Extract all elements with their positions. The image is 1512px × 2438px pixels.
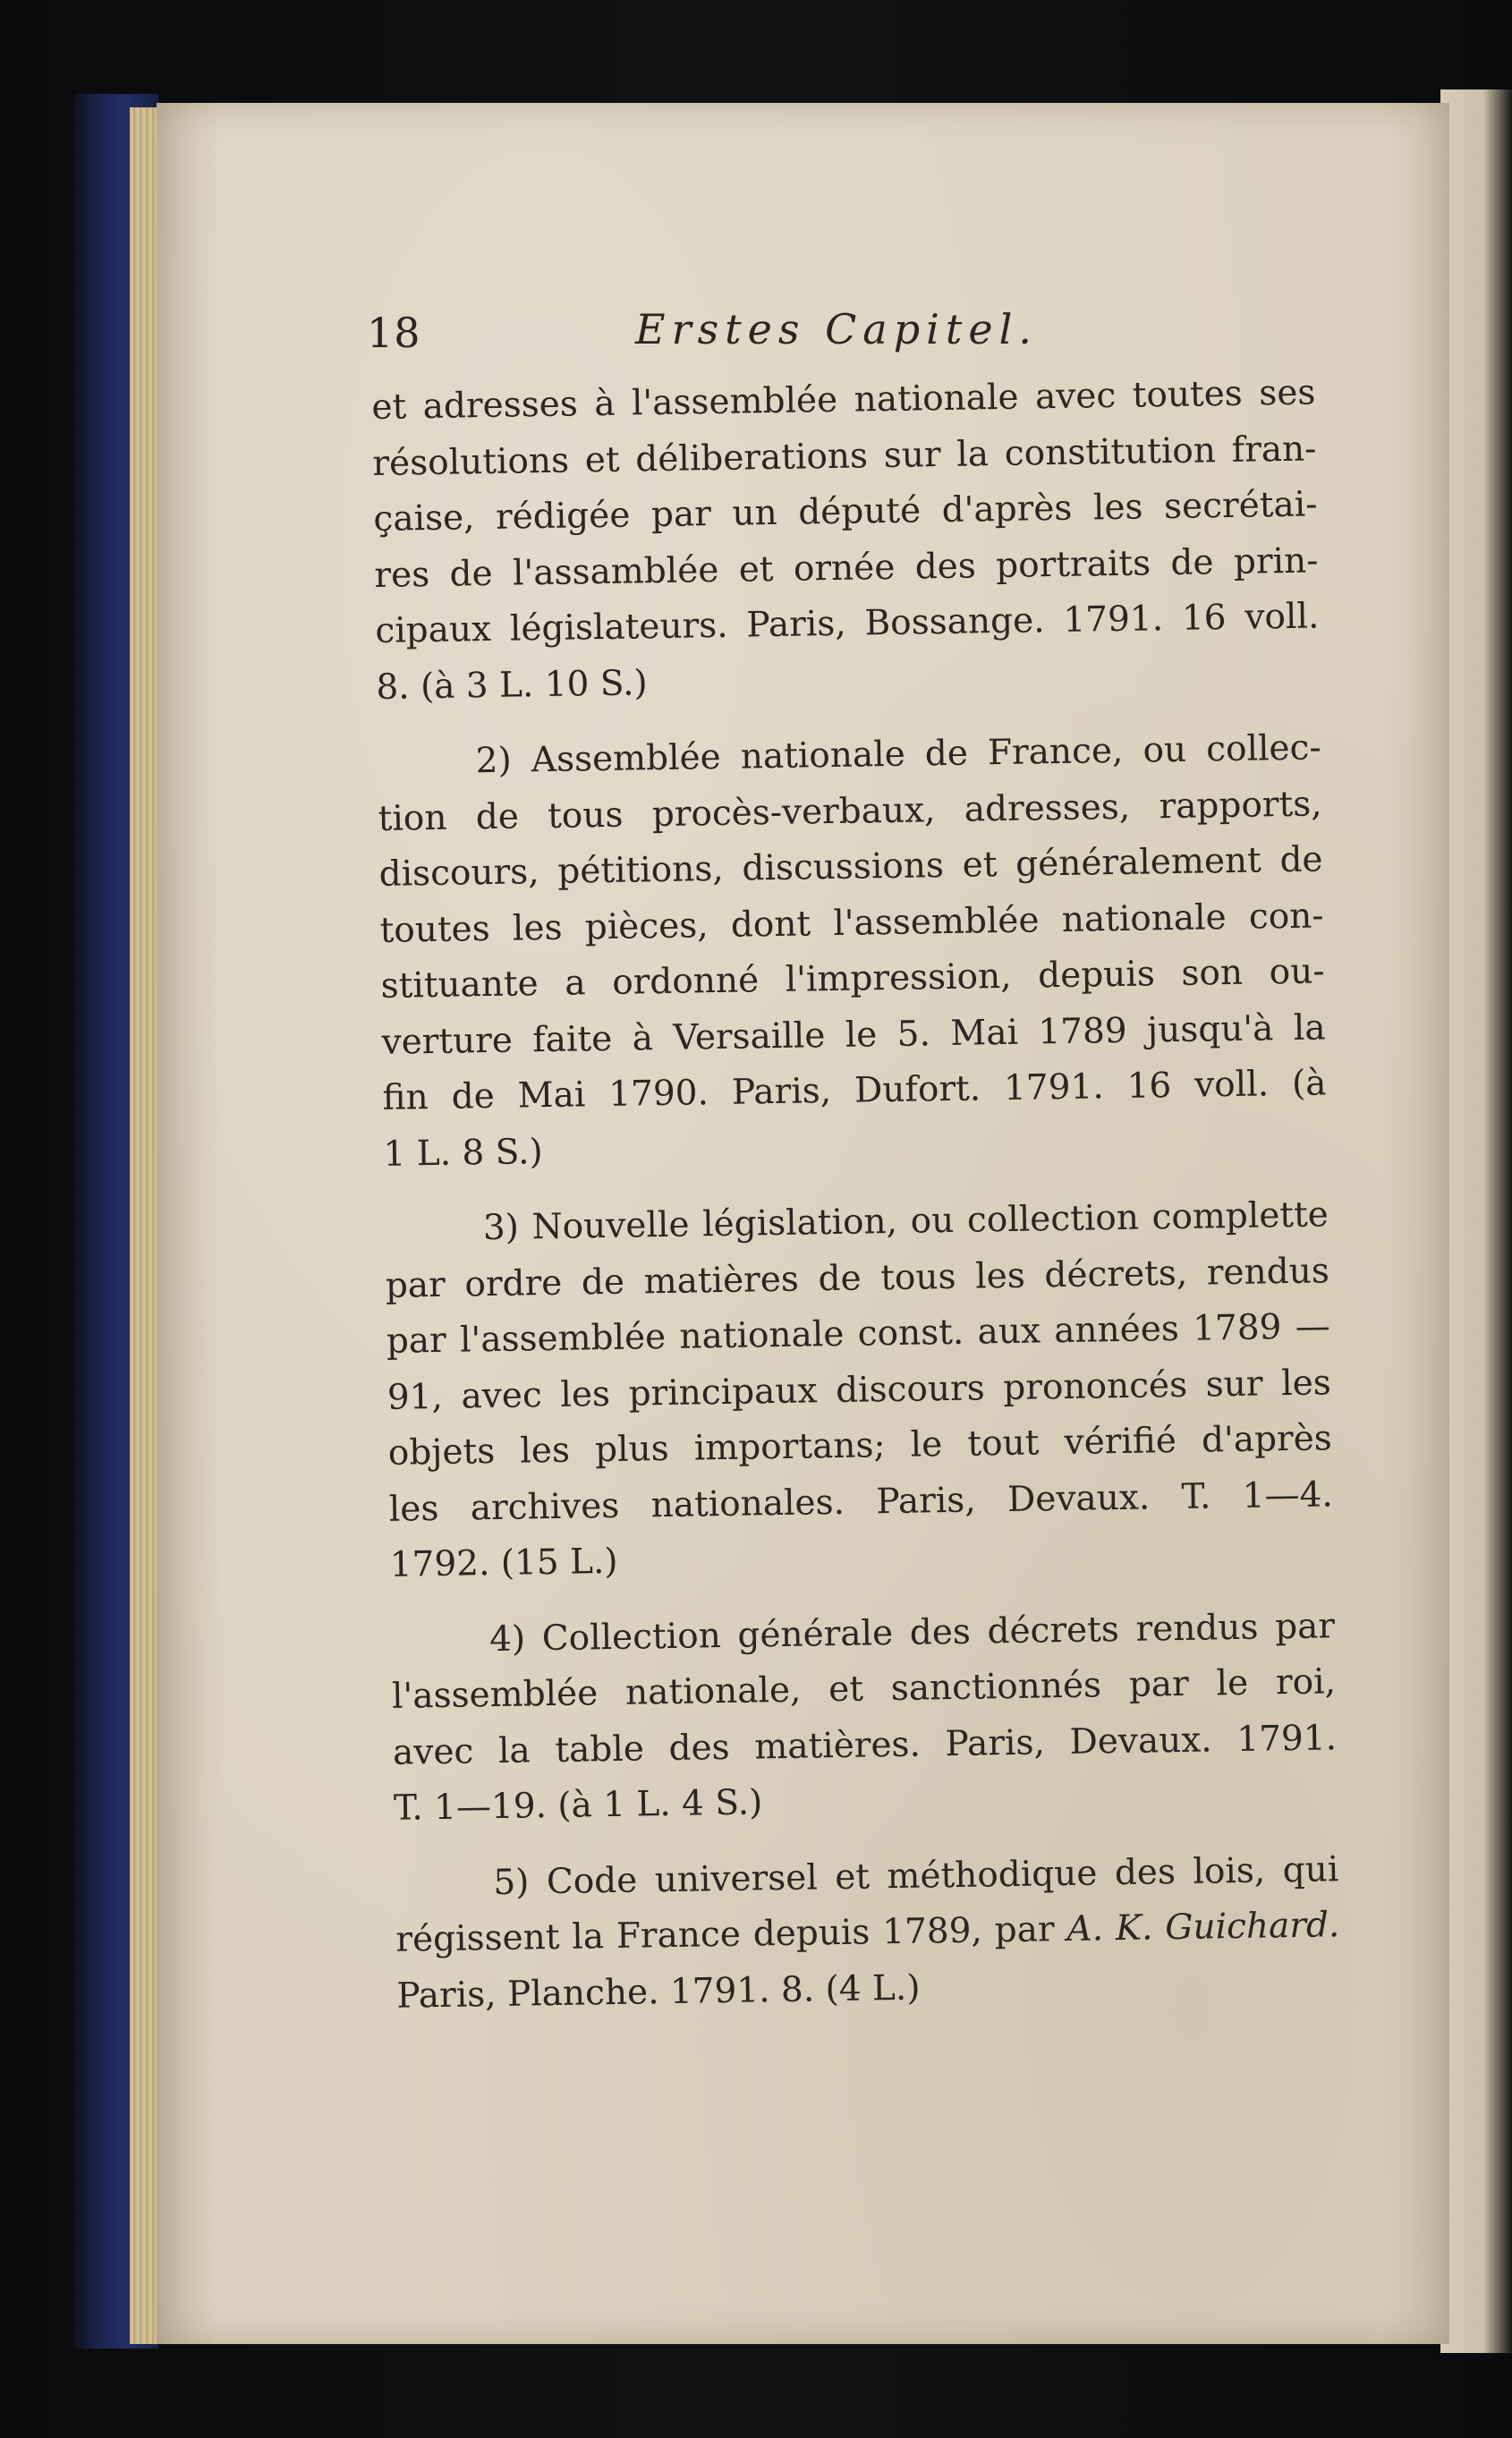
text-line: Paris, Planche. 1791. 8. (4 L.) (396, 1967, 921, 2017)
page-number: 18 (367, 309, 421, 357)
text-line: 1792. (15 L.) (389, 1541, 618, 1585)
text-line: et adresses à l'assemblée nationale avec toutes ses (371, 372, 1316, 428)
text-line: par l'assemblée nationale const. aux années 1789 — (386, 1306, 1331, 1362)
text-line: 91, avec les principaux discours prononcés sur les (386, 1362, 1332, 1418)
text-line: çaise, rédigée par un député d'après les secrétai- (373, 484, 1318, 539)
text-line: par ordre de matières de tous les décrets, rendus (385, 1250, 1330, 1306)
text-line: toutes les pièces, dont l'assemblée nationale con- (379, 895, 1324, 951)
text-line: l'assemblée nationale, et sanctionnés par le roi, (391, 1661, 1337, 1717)
text-line: les archives nationales. Paris, Devaux. T. 1—4. (388, 1474, 1334, 1530)
text-line: 5) Code universel et méthodique des lois, qui (493, 1848, 1339, 1903)
text-line: avec la table des matières. Paris, Devaux. 1791. (392, 1717, 1338, 1773)
page-header (367, 305, 1315, 371)
text-line: 2) Assemblée nationale de France, ou collec- (475, 727, 1321, 782)
text-line: objets les plus importans; le tout vérifié d'après (387, 1418, 1333, 1474)
text-line: verture faite à Versaille le 5. Mai 1789 jusqu'à la (381, 1007, 1326, 1063)
text-line: tion de tous procès-verbaux, adresses, rapports, (378, 783, 1322, 839)
text-line: fin de Mai 1790. Paris, Dufort. 1791. 16 voll. (à (382, 1063, 1327, 1118)
text-line: res de l'assamblée et ornée des portraits de prin- (374, 539, 1319, 596)
text-line: 3) Nouvelle législation, ou collection complette (482, 1194, 1329, 1249)
text-line: 4) Collection générale des décrets rendus par (488, 1605, 1336, 1660)
text-line: stituante a ordonné l'impression, depuis son ou- (380, 951, 1325, 1007)
text-line: 8. (à 3 L. 10 S.) (376, 662, 649, 708)
text-line: 1 L. 8 S.) (383, 1131, 543, 1175)
text-line: T. 1—19. (à 1 L. 4 S.) (393, 1782, 763, 1829)
text-line: discours, pétitions, discussions et généralement de (378, 839, 1323, 895)
author-name: A. K. Guichard. (1066, 1905, 1340, 1950)
facing-page-edge (1440, 89, 1512, 2353)
text-line: résolutions et déliberations sur la constitution fran- (372, 428, 1317, 484)
text-fragment: régissent la France depuis 1789, par (395, 1909, 1055, 1960)
text-line: cipaux législateurs. Paris, Bossange. 1791. 16 voll. (375, 596, 1320, 651)
running-head: Erstes Capitel. (635, 305, 1038, 353)
page-text (371, 365, 1341, 2024)
